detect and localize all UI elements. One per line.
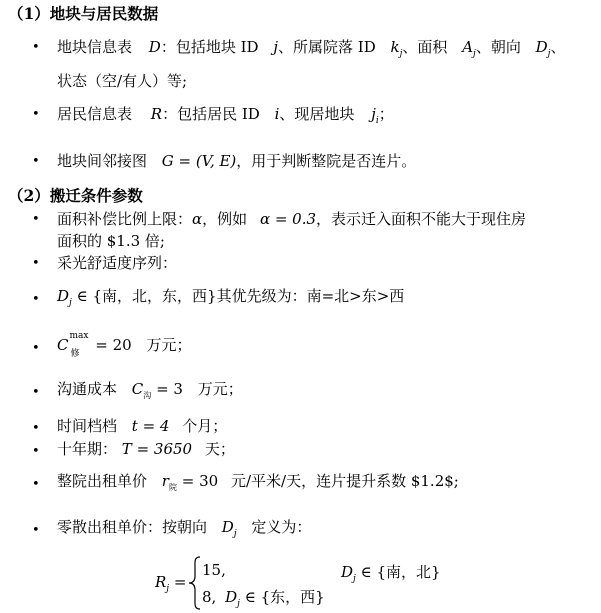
- plot-table-line-1: [57, 36, 565, 59]
- area-ratio-line-2: 面积的 $1.3 倍;: [57, 232, 165, 250]
- var-D: D: [221, 518, 234, 536]
- sub-j: j: [166, 584, 170, 594]
- sub-j: j: [547, 49, 551, 59]
- var-D: D: [535, 38, 548, 56]
- text: ，用于判断整院是否连片。: [236, 152, 417, 170]
- set: ∈ {南，北}: [360, 563, 441, 581]
- formula-lhs: [155, 573, 186, 594]
- orientation-priority-line: [57, 285, 404, 308]
- alpha-eq: α = 0.3: [259, 210, 317, 228]
- section-heading-1: （1）地块与居民数据: [8, 4, 159, 23]
- unit: 天；: [204, 440, 235, 458]
- text: ，例如: [202, 210, 248, 228]
- var-D: D: [341, 563, 354, 581]
- text: 、: [550, 38, 566, 56]
- sub-j: j: [237, 599, 240, 609]
- formula-G: G = (V, E): [161, 152, 237, 170]
- eq: t = 4: [131, 417, 170, 435]
- unit: 万元；: [146, 336, 192, 354]
- unit: 个月；: [182, 417, 228, 435]
- eq: T = 3650: [121, 440, 193, 458]
- bullet-1-1: •: [32, 40, 40, 55]
- var-C: C: [57, 336, 69, 354]
- plot-table-line-2: 状态（空/有人）等;: [57, 72, 188, 90]
- sub-comm: 沟: [143, 391, 152, 400]
- bullet-2-1: •: [32, 212, 40, 227]
- var-R: R: [150, 105, 163, 123]
- sub-yard: 院: [168, 483, 177, 492]
- sub-j: j: [353, 574, 356, 584]
- text: ：包括地块 ID: [160, 38, 259, 56]
- text: 居民信息表: [57, 105, 133, 123]
- communication-cost-line: [57, 378, 243, 401]
- eq: = 30: [181, 472, 219, 490]
- text: 面积补偿比例上限：: [57, 210, 193, 228]
- text: 整院出租单价: [57, 472, 148, 490]
- text: 、现居地块: [279, 105, 355, 123]
- text: 时间档档: [57, 417, 118, 435]
- text: ；: [378, 105, 394, 123]
- resident-table-line: [57, 103, 394, 126]
- sub-j: j: [233, 529, 237, 539]
- var-j: j: [371, 105, 376, 123]
- bullet-2-5: •: [32, 385, 40, 400]
- text: 、朝向: [475, 38, 521, 56]
- bullet-1-2: •: [32, 107, 40, 122]
- text: 地块信息表: [57, 38, 133, 56]
- set: ∈ {东，西}: [244, 588, 325, 606]
- bullet-2-8: •: [32, 477, 40, 492]
- bullet-2-4: •: [32, 341, 40, 356]
- eq: =: [173, 573, 187, 591]
- var-i: i: [274, 105, 280, 123]
- var-j: j: [273, 38, 278, 56]
- adjacency-line: [57, 150, 416, 171]
- text: ∈ {南，北，东，西}其优先级为：南=北>东>西: [76, 287, 405, 305]
- bullet-2-7: •: [32, 444, 40, 459]
- formula-case-1: [202, 561, 226, 579]
- text: ：包括居民 ID: [162, 105, 260, 123]
- area-ratio-line-1: [57, 208, 526, 229]
- text: 、所属院落 ID: [278, 38, 376, 56]
- bullet-2-3: •: [32, 292, 40, 307]
- eq: = 20: [95, 336, 132, 354]
- bullet-2-9: •: [32, 523, 40, 538]
- repair-cost-line: [57, 331, 192, 359]
- left-brace: [188, 556, 202, 610]
- text: ，表示迁入面积不能大于现住房: [316, 210, 527, 228]
- var-C: C: [131, 380, 144, 398]
- section-heading-2: （2）搬迁条件参数: [8, 186, 143, 205]
- text: 十年期：: [57, 440, 118, 458]
- unit: 万元；: [197, 380, 243, 398]
- var-k: k: [390, 38, 400, 56]
- bullet-1-3: •: [32, 154, 40, 169]
- sub-j: j: [473, 49, 476, 59]
- text: 零散出租单价：按朝向: [57, 518, 208, 536]
- sup-max: max: [69, 331, 89, 341]
- var-D: D: [225, 588, 238, 606]
- text: 定义为：: [251, 518, 312, 536]
- formula-case-1-cond: [341, 561, 441, 584]
- sub-j: j: [399, 49, 403, 59]
- sub-repair: 修: [70, 349, 80, 359]
- var-A: A: [462, 38, 474, 56]
- value: 15,: [202, 561, 226, 579]
- var-r: r: [161, 472, 169, 490]
- bullet-2-6: •: [32, 421, 40, 436]
- text: 、面积: [402, 38, 448, 56]
- var-R: R: [155, 573, 167, 591]
- time-slot-line: [57, 415, 227, 436]
- scattered-rent-line: [57, 516, 311, 539]
- var-D: D: [57, 287, 70, 305]
- var-D: D: [148, 38, 161, 56]
- value: 8,: [202, 588, 217, 606]
- text: 沟通成本: [57, 380, 118, 398]
- sub-i: i: [375, 116, 379, 126]
- text: 元/平米/天，连片提升系数 $1.2$;: [230, 472, 459, 490]
- bullet-2-2: •: [32, 256, 40, 271]
- ten-year-line: [57, 438, 235, 459]
- sub-j: j: [69, 298, 72, 308]
- whole-rent-line: [57, 470, 459, 493]
- formula-case-2: [202, 586, 325, 609]
- text: 地块间邻接图: [57, 152, 148, 170]
- var-alpha: α: [192, 210, 203, 228]
- eq: = 3: [156, 380, 183, 398]
- lighting-seq-line: 采光舒适度序列：: [57, 254, 178, 272]
